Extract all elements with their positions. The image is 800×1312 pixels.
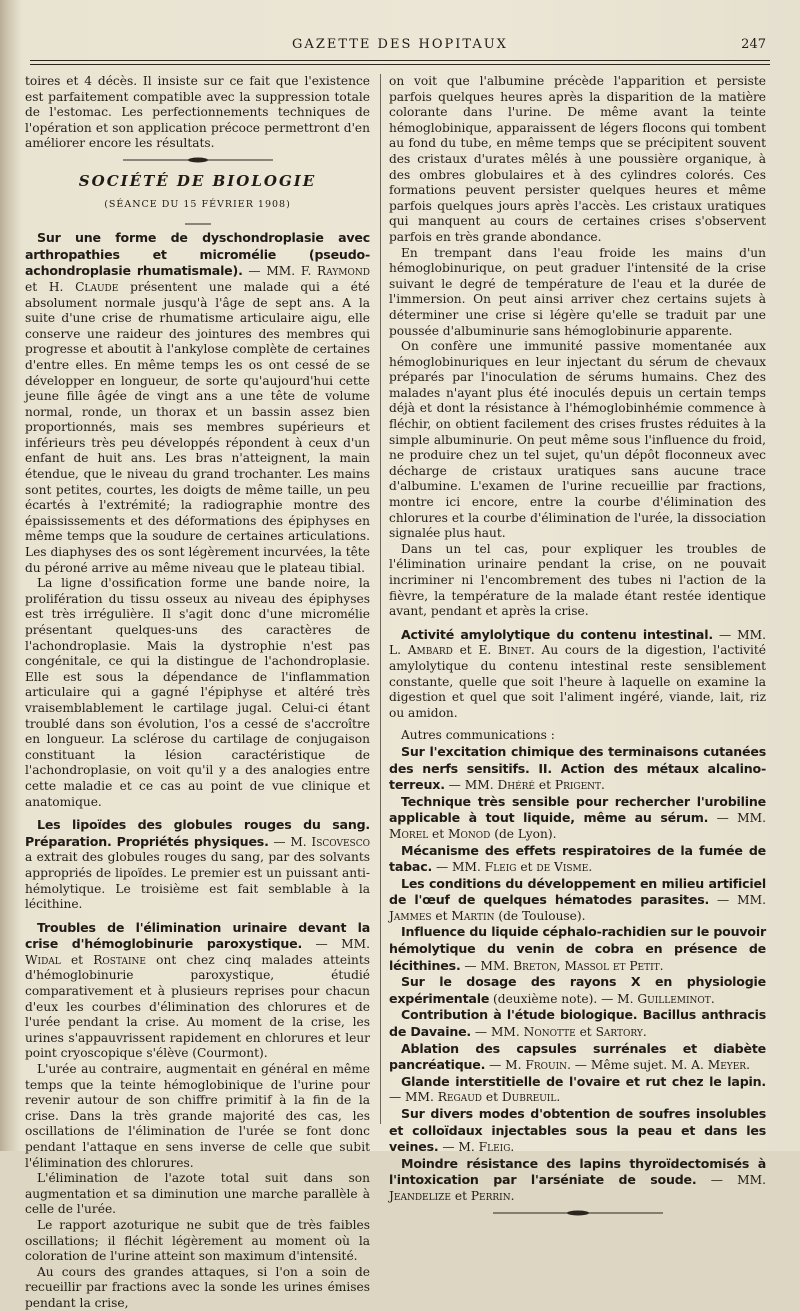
paragraph: Dans un tel cas, pour expliquer les troubles de l'élimination urinaire pendant la crise, on ne pouvait incriminer ni l'encombrement des tubes ni l'action de la fièvre, la température de la malade étant restée identique avant, pendant et après la crise.: [389, 541, 766, 619]
other-communications-heading: Autres communications :: [401, 728, 555, 743]
section-heading: SOCIÉTÉ DE BIOLOGIE: [78, 171, 317, 190]
article-dyschondroplasie: Sur une forme de dyschondroplasie avec arthropathies et micromélie (pseudo-achondroplasie rhumatismale). — MM. F. Raymond et H. Claude présentent une malade qui a été absolument normale jusqu'à l'âge de sept ans. A la suite d'une crise de rhumatisme articulaire aigu, elle conserve une raideur des jointures des membres qui progresse et aboutit à l'ankylose complète de certaines d'entre elles. En même temps les os ont cessé de se développer en longueur, de sorte qu'aujourd'hui cette jeune fille âgée de vingt ans a une tête de volume normal, ronde, un thorax et un bassin assez bien proportionnés, mais ses membres supérieurs et inférieurs très peu développés répondent à ceux d'un enfant de huit ans. Les bras n'atteignent, la main étendue, que le niveau du grand trochanter. Les mains sont petites, courtes, les doigts de même taille, un peu écartés à l'extrémité; la radiographie montre des épaississements et des déformations des épiphyses en même temps que la soudure de certaines articulations. Les diaphyses des os sont légèrement incurvées, la tête du péroné arrive au même niveau que le plateau tibial.: [25, 230, 371, 575]
paragraph: La ligne d'ossification forme une bande noire, la prolifération du tissu osseux au niveau des épiphyses est très irrégulière. Il s'agit donc d'une micromélie présentant quelques-uns des caractères de l'achondroplasie. Mais la dystrophie n'est pas congénitale, ce qui la distingue de l'achondroplasie. Elle est sous la dépendance de l'inflammation articulaire qui a gagné l'épiphyse et altéré très vraisemblablement le cartilage jugal. Celui-ci étant troublé dans son évolution, l'os a cessé de s'accroître en longueur. La sclérose du cartilage de conjugaison constituant la lésion caractéristique de l'achondroplasie, on voit qu'il y a des analogies entre cette maladie et ce cas au point de vue clinique et anatomique.: [25, 576, 370, 809]
ornament-divider-end: [493, 1209, 663, 1217]
communication-item: Moindre résistance des lapins thyroïdectomisés à l'intoxication par l'arséniate de soude. — MM. Jeandelize et Perrin.: [389, 1155, 766, 1203]
left-column: [25, 74, 370, 1312]
article-title: Sur une forme de dyschondroplasie avec arthropathies et micromélie (pseudo-achondroplasie rhumatismale).: [25, 230, 370, 279]
ornament-divider: [123, 156, 273, 164]
communication-item: Les conditions du développement en milieu artificiel de l'œuf de quelques hématodes parasites. — MM. Jammes et Martin (de Toulouse).: [389, 875, 766, 923]
article-title: Activité amylolytique du contenu intestinal.: [401, 626, 713, 642]
paragraph: En trempant dans l'eau froide les mains d'un hémoglobinurique, on peut graduer l'intensité de la crise suivant le degré de température de l'eau et la durée de l'immersion. On peut ainsi arriver chez certains sujets à déterminer une crise si légère qu'elle se traduit par une poussée d'albuminurie sans hémoglobinurie apparente.: [389, 245, 766, 338]
header-rule-secondary: [30, 64, 770, 65]
author-name: H. Claude: [48, 279, 119, 294]
communication-item: Sur le dosage des rayons X en physiologie expérimentale (deuxième note). — M. Guilleminot.: [389, 974, 766, 1006]
header-rule: [30, 60, 770, 61]
intro-paragraph: toires et 4 décès. Il insiste sur ce fait que l'existence est parfaitement compatible avec la suppression totale de l'estomac. Les perfectionnements techniques de l'opération et son application précoce permettront d'en améliorer encore les résultats.: [25, 74, 370, 151]
author-name: E. Binet: [478, 643, 531, 658]
communication-item: Glande interstitielle de l'ovaire et rut chez le lapin. — MM. Regaud et Dubreuil.: [389, 1073, 766, 1105]
communication-item: Mécanisme des effets respiratoires de la fumée de tabac. — MM. Fleig et de Visme.: [389, 842, 766, 875]
author-name: Rostaine: [93, 952, 146, 967]
page-number: 247: [741, 37, 766, 52]
communication-item: Sur l'excitation chimique des terminaisons cutanées des nerfs sensitifs. II. Action des métaux alcalino-terreux. — MM. Dhéré et Prigent.: [389, 743, 766, 793]
paragraph: Le rapport azoturique ne subit que de très faibles oscillations; il fléchit légèrement au moment où la coloration de l'urine atteint son maximum d'intensité.: [25, 1217, 370, 1264]
paragraph: Au cours des grandes attaques, si l'on a soin de recueillir par fractions avec la sonde les urines émises pendant la crise,: [25, 1264, 370, 1310]
communication-item: Technique très sensible pour rechercher l'urobiline applicable à tout liquide, même au sérum. — MM. Morel et Monod (de Lyon).: [389, 793, 766, 841]
short-divider: [185, 222, 211, 226]
article-hemoglobinurie: Troubles de l'élimination urinaire devant la crise d'hémoglobinurie paroxystique. — MM. Widal et Rostaine ont chez cinq malades atteints d'hémoglobinurie paroxystique, étudié comparativement et à plusieurs reprises pour chacun d'eux les courbes d'élimination des chlorures et de l'urée pendant la crise. Au moment de la crise, les urines s'appauvrissent rapidement en chlorures et leur point cryoscopique s'élève (Courmont).: [25, 919, 370, 1061]
communication-item: Contribution à l'étude biologique. Bacillus anthracis de Davaine. — MM. Nonotte et Sartory.: [389, 1007, 766, 1040]
paragraph: on voit que l'albumine précède l'apparition et persiste parfois quelques heures après la disparition de la matière colorante dans l'urine. De même avant la teinte hémoglobinique, apparaissent de légers flocons qui tombent au fond du tube, en même temps que se précipitent souvent des cristaux d'urates mêlés à une poussière organique, à des ombres globulaires et à des cylindres colorés. Ces formations peuvent persister quelques heures et même parfois quelques jours après l'accès. Les cristaux uratiques qui manquent au cours de certaines crises s'observent parfois en très grande abondance.: [389, 74, 766, 244]
newspaper-title: GAZETTE DES HOPITAUX: [292, 37, 508, 52]
article-title: Troubles de l'élimination urinaire devant la crise d'hémoglobinurie paroxystique.: [25, 919, 370, 952]
communication-item: Influence du liquide céphalo-rachidien sur le pouvoir hémolytique du venin de cobra en présence de lécithines. — MM. Breton, Massol et Petit.: [389, 924, 766, 973]
paragraph: On confère une immunité passive momentanée aux hémoglobinuriques en leur injectant du sérum de chevaux préparés par l'inoculation de sérums humains. Chez des malades n'ayant plus été inoculés depuis un certain temps déjà et dont la résistance à l'hémoglobinhémie commence à fléchir, on obtient facilement des crises frustes réduites à la simple albuminurie. On peut même sous l'influence du froid, ne produire chez un tel sujet, qu'un dépôt floconneux avec décharge de cristaux uratiques sans aucune trace d'albumine. L'examen de l'urine recueillie par fractions, montre ici encore, entre la courbe d'élimination des chlorures et la courbe d'élimination de l'urée, la dissociation signalée plus haut.: [389, 339, 766, 541]
author-name: L. Ambard: [389, 643, 453, 658]
communication-item: Ablation des capsules surrénales et diabète pancréatique. — M. Frouin. — Même sujet. M. A. Meyer.: [389, 1040, 766, 1073]
paragraph: L'urée au contraire, augmentait en général en même temps que la teinte hémoglobinique de l'urine pour revenir autour de son chiffre primitif à la fin de la crise. Dans la très grande majorité des cas, les oscillations de l'élimination de l'urée se font donc pendant l'attaque en sens inverse de celle que subit l'élimination des chlorures.: [25, 1062, 370, 1170]
paragraph: L'élimination de l'azote total suit dans son augmentation et sa diminution une marche parallèle à celle de l'urée.: [25, 1171, 370, 1217]
communication-item: Sur divers modes d'obtention de soufres insolubles et colloïdaux injectables sous la peau et dans les veines. — M. Fleig.: [389, 1106, 766, 1155]
column-divider: [380, 74, 381, 1124]
author-name: F. Raymond: [300, 264, 370, 279]
author-name: Widal: [25, 952, 61, 967]
article-lipoides: Les lipoïdes des globules rouges du sang. Préparation. Propriétés physiques. — M. Iscovesco a extrait des globules rouges du sang, par des solvants appropriés de lipoïdes. Le premier est un puissant anti-hémolytique. Le troisième est fait semblable à la lécithine.: [25, 817, 370, 912]
article-amylolytique: Activité amylolytique du contenu intestinal. — MM. L. Ambard et E. Binet. Au cours de la digestion, l'activité amylolytique du contenu intestinal reste sensiblement constante, quelle que soit l'heure à laquelle on examine la digestion et quel que soit l'aliment ingéré, viande, lait, riz ou amidon.: [389, 626, 767, 720]
author-name: Iscovesco: [311, 834, 370, 849]
right-column: [389, 74, 766, 1221]
article-title: Les lipoïdes des globules rouges du sang. Préparation. Propriétés physiques.: [25, 817, 370, 849]
session-date: (SÉANCE DU 15 FÉVRIER 1908): [104, 198, 291, 210]
